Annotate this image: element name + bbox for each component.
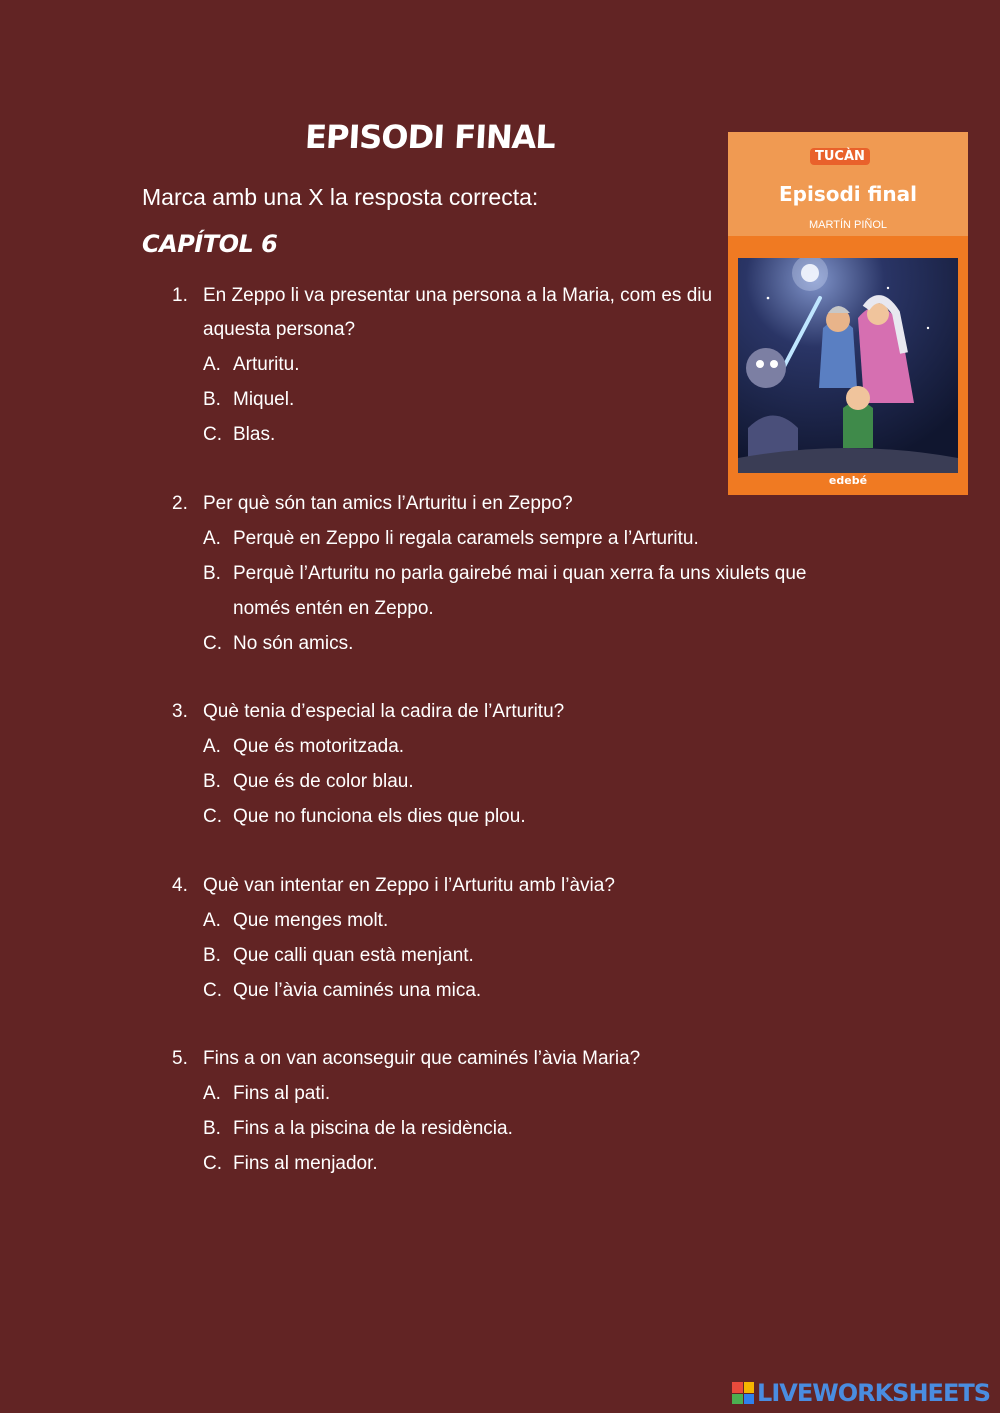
option-letter: A. <box>203 910 221 931</box>
question-text: Fins a on van aconseguir que caminés l’àvia Maria? <box>203 1048 641 1069</box>
question-2 <box>172 487 872 661</box>
instruction-text: Marca amb una X la resposta correcta: <box>142 184 539 210</box>
option-text: Que menges molt. <box>233 910 389 931</box>
option-text: Arturitu. <box>233 354 300 375</box>
option-text: Blas. <box>233 424 276 445</box>
option-text: Perquè en Zeppo li regala caramels sempre a l’Arturitu. <box>233 528 699 549</box>
option-letter: C. <box>203 980 222 1001</box>
answer-option-1c[interactable] <box>203 417 717 452</box>
option-text: No són amics. <box>233 633 354 654</box>
option-letter: A. <box>203 528 221 549</box>
option-text: Fins al menjador. <box>233 1153 378 1174</box>
cover-author: MARTÍN PIÑOL <box>808 219 888 231</box>
option-text: Perquè l’Arturitu no parla gairebé mai i quan xerra fa uns xiulets que només entén en Zeppo. <box>233 563 807 619</box>
option-letter: B. <box>203 1118 221 1139</box>
cover-illustration <box>738 258 958 473</box>
question-text: Què tenia d’especial la cadira de l’Arturitu? <box>203 701 565 722</box>
answer-option-5c[interactable] <box>203 1146 872 1181</box>
watermark <box>732 1379 990 1407</box>
liveworksheets-logo-icon <box>732 1382 754 1404</box>
answer-option-2c[interactable] <box>203 626 872 661</box>
option-text: Que és de color blau. <box>233 771 414 792</box>
book-cover <box>728 132 968 495</box>
option-text: Que no funciona els dies que plou. <box>233 806 526 827</box>
question-text: Què van intentar en Zeppo i l’Arturitu amb l’àvia? <box>203 875 615 896</box>
answer-option-3a[interactable] <box>203 729 872 764</box>
question-1 <box>172 279 717 452</box>
option-letter: B. <box>203 771 221 792</box>
option-letter: C. <box>203 806 222 827</box>
answer-option-3b[interactable] <box>203 764 872 799</box>
option-letter: A. <box>203 1083 221 1104</box>
question-number: 4. <box>172 875 188 896</box>
page-title: EPISODI FINAL <box>304 118 556 156</box>
option-letter: B. <box>203 389 221 410</box>
chapter-heading: CAPÍTOL 6 <box>142 230 278 258</box>
answer-option-5b[interactable] <box>203 1111 872 1146</box>
option-text: Que calli quan està menjant. <box>233 945 474 966</box>
option-text: Miquel. <box>233 389 295 410</box>
answer-option-4c[interactable] <box>203 973 872 1008</box>
watermark-text: LIVEWORKSHEETS <box>757 1379 990 1407</box>
cover-title: Episodi final <box>778 182 918 206</box>
question-number: 2. <box>172 493 188 514</box>
cover-publisher: edebé <box>828 474 868 487</box>
option-letter: A. <box>203 736 221 757</box>
answer-option-2b[interactable] <box>203 556 872 626</box>
question-text: En Zeppo li va presentar una persona a la Maria, com es diu aquesta persona? <box>203 285 713 340</box>
question-number: 3. <box>172 701 188 722</box>
option-text: Que l’àvia caminés una mica. <box>233 980 482 1001</box>
answer-option-1a[interactable] <box>203 347 717 382</box>
option-letter: B. <box>203 945 221 966</box>
question-5 <box>172 1042 872 1181</box>
option-letter: C. <box>203 633 222 654</box>
answer-option-1b[interactable] <box>203 382 717 417</box>
answer-option-4b[interactable] <box>203 938 872 973</box>
option-text: Fins a la piscina de la residència. <box>233 1118 513 1139</box>
answer-option-2a[interactable] <box>203 521 872 556</box>
option-text: Que és motoritzada. <box>233 736 405 757</box>
question-number: 1. <box>172 285 188 306</box>
option-letter: A. <box>203 354 221 375</box>
answer-option-4a[interactable] <box>203 903 872 938</box>
option-letter: C. <box>203 424 222 445</box>
answer-option-5a[interactable] <box>203 1076 872 1111</box>
option-letter: B. <box>203 563 221 584</box>
question-4 <box>172 869 872 1008</box>
question-text: Per què són tan amics l’Arturitu i en Zeppo? <box>203 493 573 514</box>
option-text: Fins al pati. <box>233 1083 331 1104</box>
publisher-collection-logo: TUCÀN <box>810 148 870 165</box>
question-number: 5. <box>172 1048 188 1069</box>
answer-option-3c[interactable] <box>203 799 872 834</box>
question-3 <box>172 695 872 834</box>
option-letter: C. <box>203 1153 222 1174</box>
